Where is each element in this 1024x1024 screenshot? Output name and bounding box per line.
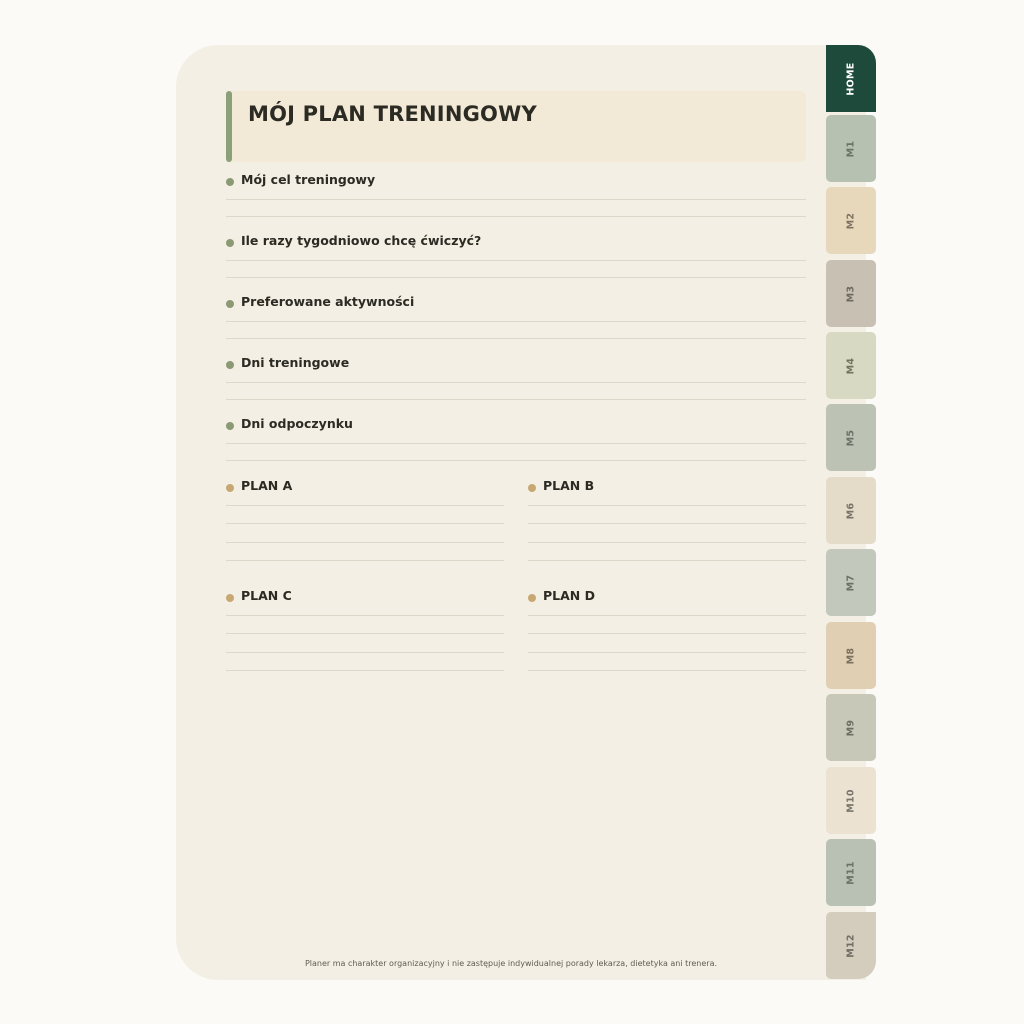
tab-m3[interactable] (826, 260, 876, 327)
writing-line[interactable] (226, 460, 806, 461)
writing-line[interactable] (528, 560, 806, 561)
bullet-dot-icon (226, 594, 234, 602)
tab-m6[interactable] (826, 477, 876, 544)
plan-b-section (528, 478, 806, 578)
writing-line[interactable] (226, 260, 806, 261)
writing-line[interactable] (528, 670, 806, 671)
question-label: Dni odpoczynku (241, 416, 353, 431)
tab-label: M4 (845, 357, 857, 374)
tab-m9[interactable] (826, 694, 876, 761)
writing-line[interactable] (226, 382, 806, 383)
tab-label: M2 (845, 212, 857, 229)
plan-label: PLAN A (241, 478, 293, 493)
tab-label: HOME (845, 61, 857, 96)
bullet-dot-icon (226, 484, 234, 492)
question-label: Preferowane aktywności (241, 294, 415, 309)
plan-a-section (226, 478, 504, 578)
writing-line[interactable] (226, 338, 806, 339)
tab-label: M1 (845, 140, 857, 157)
tab-label: M10 (845, 788, 857, 813)
writing-line[interactable] (528, 652, 806, 653)
plan-label: PLAN B (543, 478, 595, 493)
tab-m4[interactable] (826, 332, 876, 399)
writing-line[interactable] (528, 542, 806, 543)
bullet-dot-icon (226, 239, 234, 247)
question-label: Mój cel treningowy (241, 172, 376, 187)
writing-line[interactable] (226, 670, 504, 671)
tab-m1[interactable] (826, 115, 876, 182)
tab-label: M9 (845, 719, 857, 736)
bullet-dot-icon (226, 300, 234, 308)
writing-line[interactable] (528, 633, 806, 634)
plan-c-section (226, 588, 504, 688)
tab-m2[interactable] (826, 187, 876, 254)
tab-m8[interactable] (826, 622, 876, 689)
tab-m11[interactable] (826, 839, 876, 906)
writing-line[interactable] (226, 633, 504, 634)
writing-line[interactable] (528, 505, 806, 506)
bullet-dot-icon (528, 484, 536, 492)
writing-line[interactable] (528, 615, 806, 616)
writing-line[interactable] (528, 523, 806, 524)
writing-line[interactable] (226, 652, 504, 653)
tab-label: M12 (845, 933, 857, 958)
plan-d-section (528, 588, 806, 688)
tab-label: M8 (845, 647, 857, 664)
writing-line[interactable] (226, 443, 806, 444)
writing-line[interactable] (226, 321, 806, 322)
bullet-dot-icon (226, 178, 234, 186)
writing-line[interactable] (226, 399, 806, 400)
writing-line[interactable] (226, 560, 504, 561)
bullet-dot-icon (226, 361, 234, 369)
title-accent-bar (226, 91, 232, 162)
disclaimer-note: Planer ma charakter organizacyjny i nie zastępuje indywidualnej porady lekarza, dietetyka ani trenera. (304, 959, 718, 968)
tab-label: M7 (845, 574, 857, 591)
writing-line[interactable] (226, 523, 504, 524)
tab-label: M6 (845, 502, 857, 519)
tab-home[interactable] (826, 45, 876, 112)
tab-m12[interactable] (826, 912, 876, 979)
writing-line[interactable] (226, 505, 504, 506)
question-label: Ile razy tygodniowo chcę ćwiczyć? (241, 233, 482, 248)
tab-label: M11 (845, 860, 857, 885)
tab-label: M3 (845, 285, 857, 302)
tab-m10[interactable] (826, 767, 876, 834)
tab-m5[interactable] (826, 404, 876, 471)
tab-m7[interactable] (826, 549, 876, 616)
writing-line[interactable] (226, 199, 806, 200)
tab-label: M5 (845, 429, 857, 446)
writing-line[interactable] (226, 615, 504, 616)
bullet-dot-icon (528, 594, 536, 602)
page-title: MÓJ PLAN TRENINGOWY (248, 102, 537, 126)
writing-line[interactable] (226, 277, 806, 278)
writing-line[interactable] (226, 542, 504, 543)
plan-label: PLAN D (543, 588, 595, 603)
question-label: Dni treningowe (241, 355, 350, 370)
writing-line[interactable] (226, 216, 806, 217)
bullet-dot-icon (226, 422, 234, 430)
plan-label: PLAN C (241, 588, 292, 603)
